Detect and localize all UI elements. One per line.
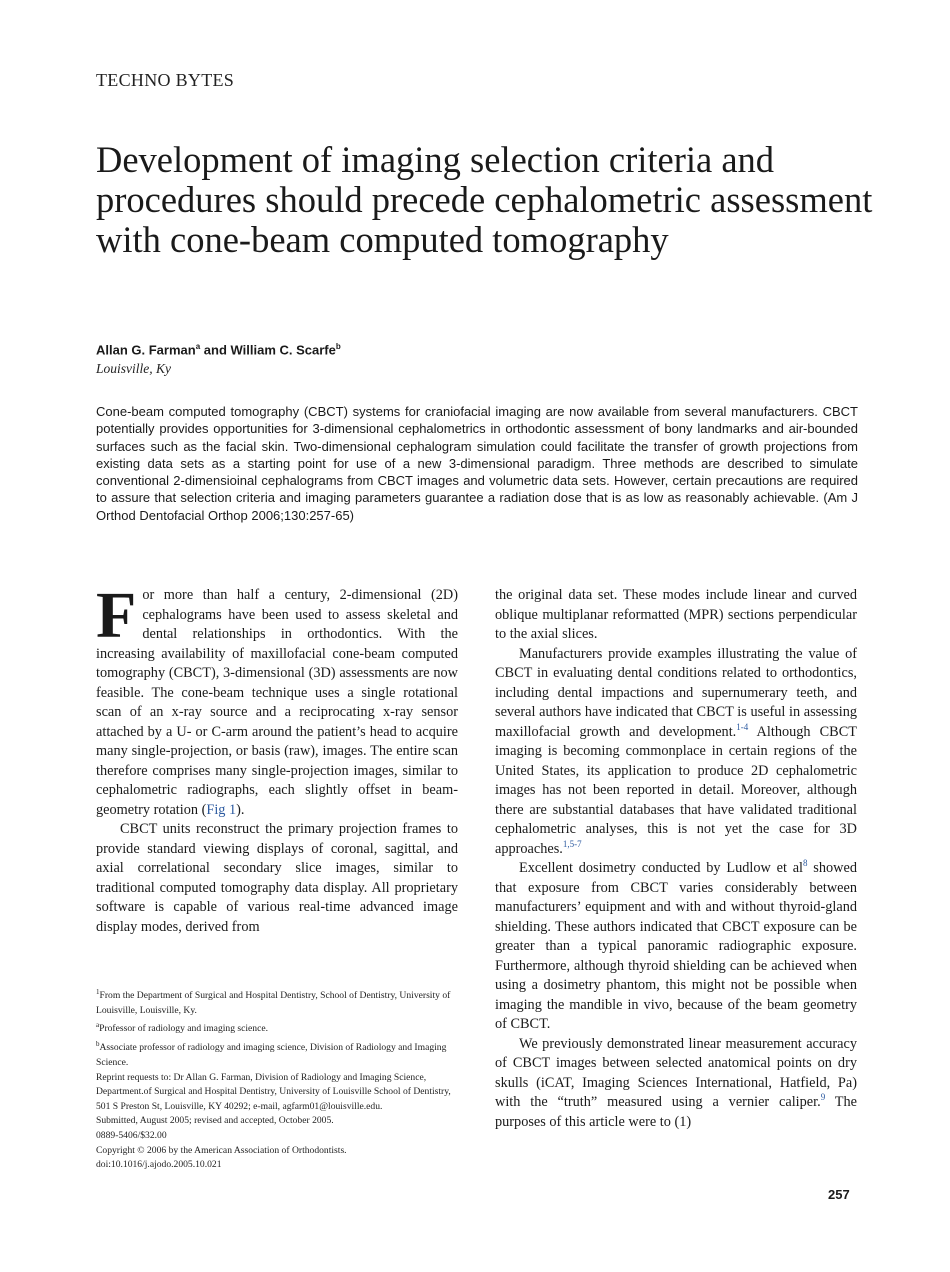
- paragraph-text: ).: [236, 801, 245, 818]
- author-name: Allan G. Farman: [96, 342, 196, 358]
- footnote-text: Associate professor of radiology and imaging science, Division of Radiology and Imaging Science.: [96, 1042, 447, 1068]
- copyright-notice: Copyright © 2006 by the American Association of Orthodontists.: [96, 1144, 347, 1156]
- paragraph-text: We previously demonstrated linear measurement accuracy of CBCT images between selected anatomical points on dry skulls (iCAT, Imaging Sciences International, Hatfield, Pa) with the “truth” measured using a vernier caliper.: [495, 1035, 857, 1110]
- citation-link[interactable]: 9: [820, 1092, 826, 1103]
- page-number: 257: [828, 1187, 850, 1202]
- paragraph-text: Although CBCT imaging is becoming commonplace in certain regions of the United States, its application to produce 2D cephalometric images has not been reported in detail. Moreover, although there are substantial databases that have validated traditional cephalometric analyses, this is not yet the case for 3D approaches.: [495, 723, 857, 857]
- footnote-mark: b: [96, 1040, 100, 1049]
- abstract: Cone-beam computed tomography (CBCT) systems for craniofacial imaging are now available from several manufacturers. CBCT potentially provides opportunities for 3-dimensional cephalometrics in orthodontic assessment of bony landmarks and air-bounded surfaces such as the facial skin. Two-dimensional cephalogram simulation could facilitate the transfer of growth projections from existing data sets as a starting point for use of a new 3-dimensional paradigm. Three methods are described to simulate conventional 2-dimensioinal cephalograms from CBCT images and volumetric data sets. However, certain precautions are required to assure that selection criteria and imaging parameters guarantee a radiation dose that is as low as reasonably achievable. (Am J Orthod Dentofacial Orthop 2006;130:257-65): [96, 404, 858, 523]
- paragraph-text: showed that exposure from CBCT varies considerably between manufacturers’ equipment and with and without thyroid-gland shielding. These authors indicated that CBCT exposure can be greater than a typical panoramic radiographic exposure. Furthermore, although thyroid shielding can be achieved when using a dosimetry phantom, this might not be possible when imaging the mandible in vivo, because of the beam geometry of CBCT.: [495, 860, 857, 1032]
- issn-price: 0889-5406/$32.00: [96, 1129, 167, 1141]
- author-line: [96, 342, 341, 357]
- author-affiliation-mark: b: [335, 342, 341, 351]
- body-paragraph: [495, 1035, 857, 1133]
- footnote: [96, 985, 458, 1018]
- paragraph-text: The purposes of this article were to (1): [495, 1094, 857, 1130]
- footnote-mark: 1: [96, 988, 100, 996]
- drop-cap: F: [96, 579, 137, 652]
- author-name: William C. Scarfe: [230, 342, 336, 358]
- citation-link[interactable]: 1,5-7: [562, 838, 582, 849]
- footnote-mark: a: [96, 1021, 100, 1030]
- submission-dates: Submitted, August 2005; revised and accepted, October 2005.: [96, 1115, 334, 1127]
- footnote: [96, 1037, 458, 1070]
- footnote-text: From the Department of Surgical and Hospital Dentistry, School of Dentistry, University of Louisville, Louisville, Ky.: [96, 990, 451, 1016]
- paragraph-text: Manufacturers provide examples illustrating the value of CBCT in evaluating dental conditions related to orthodontics, including dental impactions and supernumerary teeth, and several authors have indicated that CBCT is useful in assessing maxillofacial growth and development.: [495, 645, 857, 740]
- doi: doi:10.1016/j.ajodo.2005.10.021: [96, 1159, 222, 1171]
- body-paragraph: [495, 859, 857, 1035]
- citation-link[interactable]: 1-4: [736, 721, 749, 732]
- footnote: [96, 1018, 458, 1037]
- author-affiliation-mark: a: [195, 342, 201, 351]
- figure-reference-link[interactable]: Fig 1: [206, 801, 237, 818]
- author-conjunction: and: [200, 342, 231, 358]
- section-label: TECHNO BYTES: [96, 70, 235, 90]
- citation-link[interactable]: 8: [803, 858, 808, 869]
- paragraph-text: or more than half a century, 2-dimensional (2D) cephalograms have been used to assess skeletal and dental relationships in orthodontics. With the increasing availability of maxillofacial cone-beam computed tomography (CBCT), 3-dimensional (3D) assessments are now feasible. The cone-beam technique uses a single rotational scan of an x-ray source and a reciprocating x-ray sensor attached by a U- or C-arm around the patient’s head to acquire many single-projection, or basis (raw), images. The entire scan therefore comprises many single-projection images, similar to cephalometric radiographs, each slightly offset in beam-geometry rotation (: [96, 587, 458, 818]
- body-paragraph: the original data set. These modes include linear and curved oblique multiplanar reformatted (MPR) sections perpendicular to the axial slices.: [495, 587, 857, 642]
- paragraph-text: Excellent dosimetry conducted by Ludlow et al: [519, 860, 804, 876]
- body-paragraph: CBCT units reconstruct the primary projection frames to provide standard viewing displays of coronal, sagittal, and axial correlational secondary slice images, similar to traditional computed tomography data display. All proprietary software is capable of various real-time advanced image display modes, derived from: [96, 821, 458, 935]
- article-title: Development of imaging selection criteria and procedures should precede cephalometric assessment with cone-beam computed tomography: [96, 139, 873, 260]
- body-paragraph: [495, 645, 857, 860]
- body-paragraph: [96, 579, 458, 820]
- footnotes: [96, 985, 458, 1173]
- footnote-text: Professor of radiology and imaging science.: [99, 1023, 269, 1035]
- body-column-right: [495, 586, 857, 1132]
- author-location: Louisville, Ky: [96, 361, 171, 376]
- reprint-requests: Reprint requests to: Dr Allan G. Farman, Division of Radiology and Imaging Science, Department.of Surgical and Hospital Dentistry, University of Louisville School of Dentistry, 501 S Preston St, Louisville, KY 40292; e-mail, agfarm01@louisville.edu.: [96, 1071, 451, 1112]
- body-column-left: [96, 579, 458, 937]
